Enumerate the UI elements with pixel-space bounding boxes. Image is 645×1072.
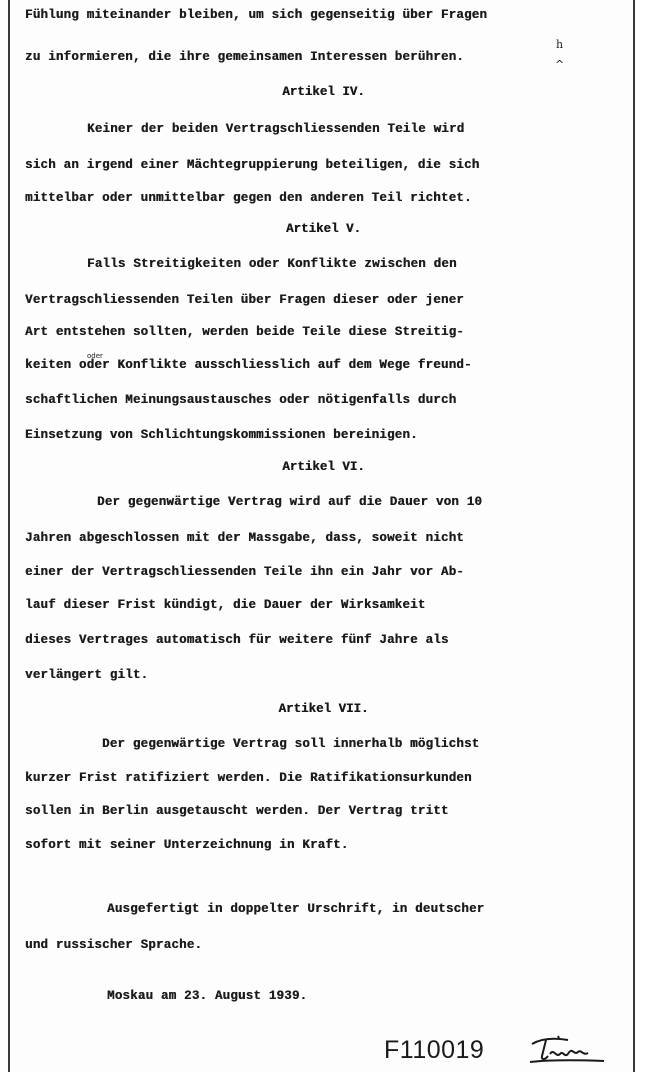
text-line-22: Ausgefertigt in doppelter Urschrift, in deutscher [107,902,485,916]
text-line-15: lauf dieser Frist kündigt, die Dauer der Wirksamkeit [25,598,426,612]
text-line-21: sofort mit seiner Unterzeichnung in Kraft. [25,838,349,852]
handwritten-insertion-mark [552,38,566,78]
text-line-2: zu informieren, die ihre gemeinsamen Interessen berühren. [25,50,464,64]
text-line-16: dieses Vertrages automatisch für weitere fünf Jahre als [25,633,449,647]
text-line-4: sich an irgend einer Mächtegruppierung beteiligen, die sich [25,158,480,172]
text-line-23: und russischer Sprache. [25,938,203,952]
text-line-17: verlängert gilt. [25,668,149,682]
text-line-9: keiten oder Konflikte ausschliesslich auf dem Wege freund- [25,358,472,372]
heading-artikel-vi: Artikel VI. [282,460,365,474]
text-line-5: mittelbar oder unmittelbar gegen den anderen Teil richtet. [25,191,472,205]
text-line-20: sollen in Berlin ausgetauscht werden. Der Vertrag tritt [25,804,449,818]
overwrite-correction: oder [87,352,103,360]
text-line-8: Art entstehen sollten, werden beide Teile diese Streitig- [25,325,464,339]
heading-artikel-v: Artikel V. [285,222,361,236]
handwritten-signature [528,1030,608,1070]
insert-caret: ^ [555,58,565,71]
reference-number: F110019 [384,1036,485,1064]
text-line-3: Keiner der beiden Vertragschliessenden Teile wird [87,122,465,136]
heading-artikel-vii: Artikel VII. [278,702,369,716]
text-line-12: Der gegenwärtige Vertrag wird auf die Dauer von 10 [97,495,483,509]
signature-glyph [528,1030,608,1070]
heading-artikel-iv: Artikel IV. [282,85,365,99]
text-line-18: Der gegenwärtige Vertrag soll innerhalb möglichst [102,737,480,751]
text-line-19: kurzer Frist ratifiziert werden. Die Ratifikationsurkunden [25,771,472,785]
text-line-11: Einsetzung von Schlichtungskommissionen bereinigen. [25,428,418,442]
place-date-line: Moskau am 23. August 1939. [107,989,308,1003]
document-page [8,0,635,1072]
text-line-7: Vertragschliessenden Teilen über Fragen dieser oder jener [25,293,464,307]
text-line-1: Fühlung miteinander bleiben, um sich gegenseitig über Fragen [25,8,488,22]
text-line-10: schaftlichen Meinungsaustausches oder nötigenfalls durch [25,393,457,407]
text-line-14: einer der Vertragschliessenden Teile ihn ein Jahr vor Ab- [25,565,464,579]
text-line-6: Falls Streitigkeiten oder Konflikte zwischen den [87,257,457,271]
text-line-13: Jahren abgeschlossen mit der Massgabe, dass, soweit nicht [25,531,464,545]
insert-letter: h [556,38,564,51]
